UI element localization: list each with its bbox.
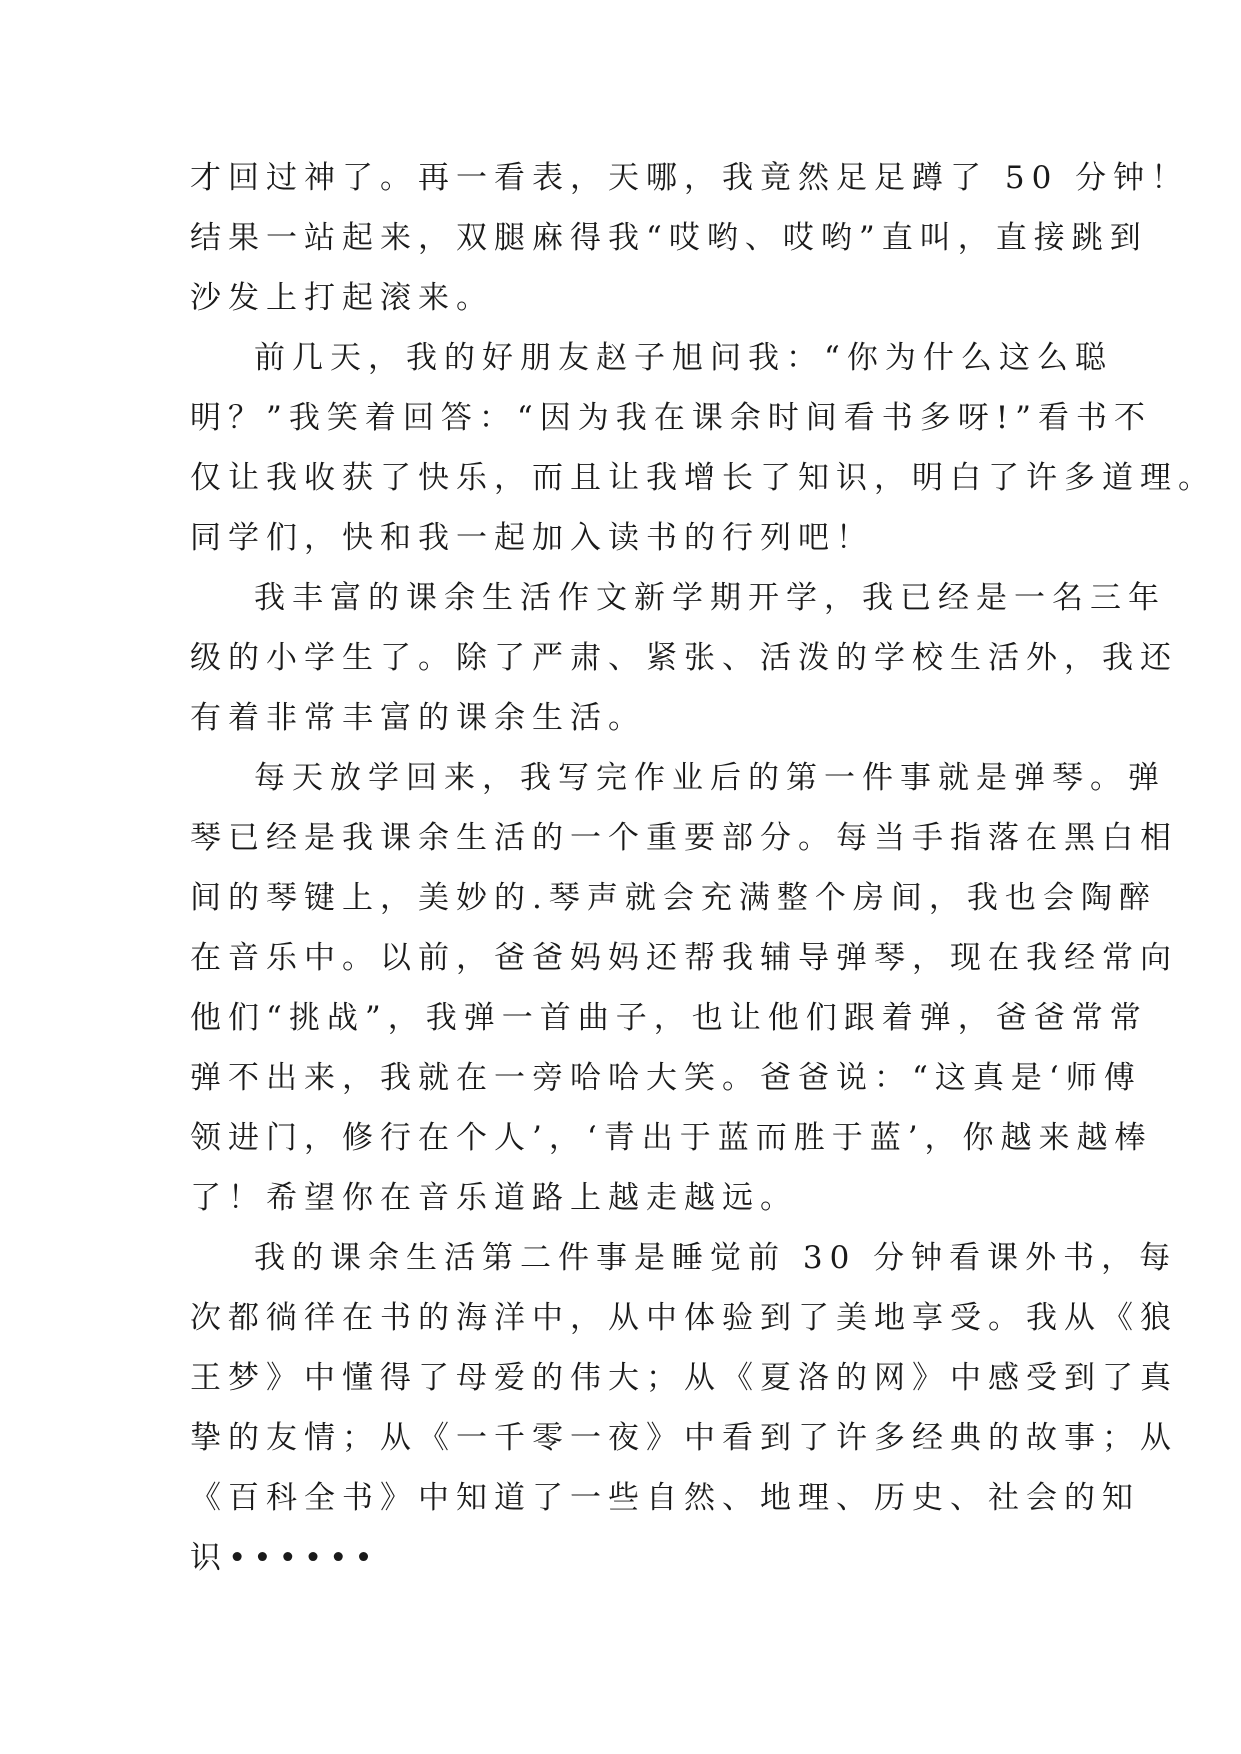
paragraph <box>190 1228 1178 1588</box>
text-line: 我丰富的课余生活作文新学期开学，我已经是一名三年 <box>254 580 1166 616</box>
text-line: 弹不出来，我就在一旁哈哈大笑。爸爸说：“这真是‘师傅 <box>190 1060 1142 1096</box>
text-line: 挚的友情；从《一千零一夜》中看到了许多经典的故事；从 <box>190 1420 1178 1456</box>
paragraph <box>190 568 1178 748</box>
paragraph <box>190 148 1190 328</box>
text-line: 在音乐中。以前，爸爸妈妈还帮我辅导弹琴，现在我经常向 <box>190 940 1178 976</box>
paragraph <box>190 328 1216 568</box>
text-line: 识•••••• <box>190 1540 380 1576</box>
text-line: 琴已经是我课余生活的一个重要部分。每当手指落在黑白相 <box>190 820 1178 856</box>
text-line: 仅让我收获了快乐，而且让我增长了知识，明白了许多道理。 <box>190 460 1216 496</box>
text-line: 结果一站起来，双腿麻得我“哎哟、哎哟”直叫，直接跳到 <box>190 220 1148 256</box>
text-line: 他们“挑战”，我弹一首曲子，也让他们跟着弹，爸爸常常 <box>190 1000 1148 1036</box>
text-line: 间的琴键上，美妙的.琴声就会充满整个房间，我也会陶醉 <box>190 880 1157 916</box>
text-line: 每天放学回来，我写完作业后的第一件事就是弹琴。弹 <box>254 760 1166 796</box>
essay-body <box>190 148 1216 1588</box>
text-line: 次都徜徉在书的海洋中，从中体验到了美地享受。我从《狼 <box>190 1300 1178 1336</box>
text-line: 明？”我笑着回答：“因为我在课余时间看书多呀!”看书不 <box>190 400 1152 436</box>
text-line: 同学们，快和我一起加入读书的行列吧！ <box>190 520 874 556</box>
text-line: 领进门，修行在个人’，‘青出于蓝而胜于蓝’，你越来越棒 <box>190 1120 1153 1156</box>
text-line: 沙发上打起滚来。 <box>190 280 494 316</box>
text-line: 级的小学生了。除了严肃、紧张、活泼的学校生活外，我还 <box>190 640 1178 676</box>
text-line: 王梦》中懂得了母爱的伟大；从《夏洛的网》中感受到了真 <box>190 1360 1178 1396</box>
text-line: 前几天，我的好朋友赵子旭问我：“你为什么这么聪 <box>254 340 1113 376</box>
text-line: 了！希望你在音乐道路上越走越远。 <box>190 1180 798 1216</box>
text-line: 《百科全书》中知道了一些自然、地理、历史、社会的知 <box>190 1480 1140 1516</box>
paragraph <box>190 748 1178 1228</box>
text-line: 有着非常丰富的课余生活。 <box>190 700 646 736</box>
text-line: 我的课余生活第二件事是睡觉前 30 分钟看课外书，每 <box>254 1240 1178 1276</box>
text-line: 才回过神了。再一看表，天哪，我竟然足足蹲了 50 分钟！ <box>190 160 1190 196</box>
